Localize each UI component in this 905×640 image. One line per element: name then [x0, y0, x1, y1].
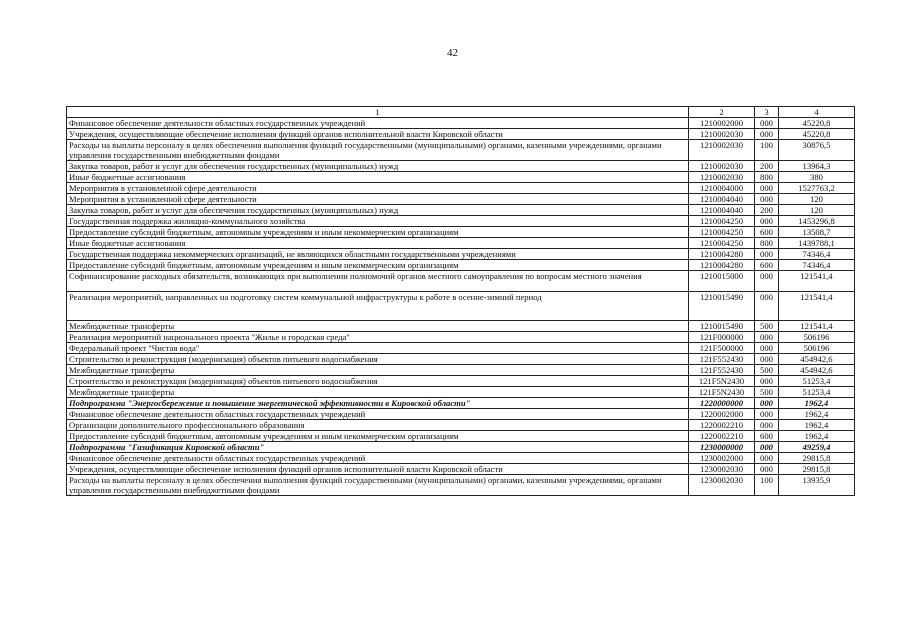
row-type-cell: 000 [755, 398, 779, 409]
row-type-cell: 000 [755, 343, 779, 354]
table-row [67, 431, 855, 442]
row-amount-cell: 506196 [779, 332, 855, 343]
row-type-cell: 000 [755, 332, 779, 343]
row-code-cell: 1210004250 [689, 227, 755, 238]
row-code-cell: 1230002030 [689, 464, 755, 475]
row-name-cell: Учреждения, осуществляющие обеспечение исполнения функций органов исполнительной власти Кировской области [67, 464, 689, 475]
row-amount-cell: 454942,6 [779, 365, 855, 376]
row-name-cell: Закупка товаров, работ и услуг для обеспечения государственных (муниципальных) нужд [67, 161, 689, 172]
row-type-cell: 500 [755, 387, 779, 398]
page-number: 42 [447, 47, 458, 59]
row-amount-cell: 45220,8 [779, 129, 855, 140]
table-header-row [67, 107, 855, 118]
row-amount-cell: 51253,4 [779, 387, 855, 398]
row-amount-cell: 1962,4 [779, 420, 855, 431]
row-name-cell: Иные бюджетные ассигнования [67, 238, 689, 249]
row-type-cell: 000 [755, 216, 779, 227]
table-row [67, 343, 855, 354]
row-code-cell: 1210015000 [689, 271, 755, 292]
row-name-cell: Федеральный проект "Чистая вода" [67, 343, 689, 354]
row-type-cell: 600 [755, 227, 779, 238]
row-amount-cell: 74346,4 [779, 249, 855, 260]
row-amount-cell: 506196 [779, 343, 855, 354]
table-row [67, 129, 855, 140]
table-row [67, 249, 855, 260]
row-name-cell: Государственная поддержка жилищно-коммунального хозяйства [67, 216, 689, 227]
row-name-cell: Подпрограмма "Газификация Кировской области" [67, 442, 689, 453]
table-row [67, 409, 855, 420]
table-row [67, 464, 855, 475]
table-row [67, 420, 855, 431]
row-code-cell: 121F500000 [689, 343, 755, 354]
row-name-cell: Мероприятия в установленной сфере деятельности [67, 194, 689, 205]
row-type-cell: 000 [755, 249, 779, 260]
table-row [67, 172, 855, 183]
row-code-cell: 1210004250 [689, 216, 755, 227]
row-amount-cell: 454942,6 [779, 354, 855, 365]
row-code-cell: 1210004280 [689, 260, 755, 271]
row-amount-cell: 1962,4 [779, 409, 855, 420]
row-code-cell: 1220002210 [689, 431, 755, 442]
row-name-cell: Финансовое обеспечение деятельности областных государственных учреждений [67, 118, 689, 129]
row-code-cell: 1210015490 [689, 292, 755, 321]
row-amount-cell: 13508,7 [779, 227, 855, 238]
table-row [67, 118, 855, 129]
row-name-cell: Закупка товаров, работ и услуг для обеспечения государственных (муниципальных) нужд [67, 205, 689, 216]
row-amount-cell: 121541,4 [779, 271, 855, 292]
row-name-cell: Реализация мероприятий, направленных на подготовку систем коммунальной инфраструктуры к работе в осенне-зимний период [67, 292, 689, 321]
row-code-cell: 1220002210 [689, 420, 755, 431]
row-type-cell: 000 [755, 453, 779, 464]
row-code-cell: 1210002030 [689, 161, 755, 172]
table-row [67, 238, 855, 249]
table-row [67, 194, 855, 205]
table-row [67, 271, 855, 292]
row-code-cell: 1210002000 [689, 118, 755, 129]
row-type-cell: 000 [755, 376, 779, 387]
row-type-cell: 000 [755, 442, 779, 453]
budget-table [66, 106, 855, 496]
row-amount-cell: 1962,4 [779, 398, 855, 409]
table-row [67, 292, 855, 321]
header-col-2: 2 [689, 107, 755, 118]
row-code-cell: 1210002030 [689, 129, 755, 140]
row-name-cell: Финансовое обеспечение деятельности областных государственных учреждений [67, 409, 689, 420]
row-type-cell: 000 [755, 194, 779, 205]
row-type-cell: 800 [755, 238, 779, 249]
row-name-cell: Реализация мероприятий национального проекта "Жилье и городская среда" [67, 332, 689, 343]
subprogram-row [67, 398, 855, 409]
row-amount-cell: 74346,4 [779, 260, 855, 271]
row-type-cell: 000 [755, 118, 779, 129]
row-code-cell: 1210004040 [689, 205, 755, 216]
table-row [67, 354, 855, 365]
row-amount-cell: 380 [779, 172, 855, 183]
row-type-cell: 000 [755, 354, 779, 365]
row-code-cell: 1210004000 [689, 183, 755, 194]
row-code-cell: 1210015490 [689, 321, 755, 332]
row-type-cell: 600 [755, 431, 779, 442]
row-amount-cell: 121541,4 [779, 292, 855, 321]
row-amount-cell: 45220,8 [779, 118, 855, 129]
row-name-cell: Иные бюджетные ассигнования [67, 172, 689, 183]
row-amount-cell: 30876,5 [779, 140, 855, 161]
row-amount-cell: 120 [779, 205, 855, 216]
row-code-cell: 1210004280 [689, 249, 755, 260]
table-row [67, 453, 855, 464]
row-amount-cell: 121541,4 [779, 321, 855, 332]
header-col-1: 1 [67, 107, 689, 118]
row-type-cell: 000 [755, 464, 779, 475]
row-name-cell: Межбюджетные трансферты [67, 321, 689, 332]
row-name-cell: Строительство и реконструкция (модернизация) объектов питьевого водоснабжения [67, 354, 689, 365]
row-name-cell: Межбюджетные трансферты [67, 365, 689, 376]
row-name-cell: Государственная поддержка некоммерческих организаций, не являющихся областными государственными учреждениями [67, 249, 689, 260]
table-row [67, 227, 855, 238]
row-name-cell: Предоставление субсидий бюджетным, автономным учреждениям и иным некоммерческим организациям [67, 431, 689, 442]
table-row [67, 365, 855, 376]
row-type-cell: 600 [755, 260, 779, 271]
row-amount-cell: 51253,4 [779, 376, 855, 387]
row-amount-cell: 29815,8 [779, 464, 855, 475]
header-col-4: 4 [779, 107, 855, 118]
table-row [67, 376, 855, 387]
row-amount-cell: 1453296,8 [779, 216, 855, 227]
row-name-cell: Межбюджетные трансферты [67, 387, 689, 398]
table-row [67, 387, 855, 398]
row-name-cell: Расходы на выплаты персоналу в целях обеспечения выполнения функций государственными (муниципальными) органами, казенными учреждениями, органами управления государственными внебюджетными фондами [67, 475, 689, 496]
row-type-cell: 200 [755, 205, 779, 216]
row-amount-cell: 1527763,2 [779, 183, 855, 194]
row-amount-cell: 13935,9 [779, 475, 855, 496]
row-type-cell: 800 [755, 172, 779, 183]
row-amount-cell: 13964,3 [779, 161, 855, 172]
row-type-cell: 200 [755, 161, 779, 172]
row-name-cell: Мероприятия в установленной сфере деятельности [67, 183, 689, 194]
row-code-cell: 121F000000 [689, 332, 755, 343]
row-code-cell: 1210002030 [689, 172, 755, 183]
row-code-cell: 1210004250 [689, 238, 755, 249]
row-name-cell: Предоставление субсидий бюджетным, автономным учреждениям и иным некоммерческим организациям [67, 260, 689, 271]
row-code-cell: 1220002000 [689, 409, 755, 420]
row-code-cell: 121F552430 [689, 354, 755, 365]
row-code-cell: 1210004040 [689, 194, 755, 205]
row-type-cell: 000 [755, 183, 779, 194]
row-code-cell: 1210002030 [689, 140, 755, 161]
row-amount-cell: 29815,8 [779, 453, 855, 464]
row-type-cell: 000 [755, 292, 779, 321]
table-row [67, 332, 855, 343]
row-amount-cell: 120 [779, 194, 855, 205]
table-row [67, 216, 855, 227]
row-name-cell: Организации дополнительного профессионального образования [67, 420, 689, 431]
table-row [67, 475, 855, 496]
row-name-cell: Предоставление субсидий бюджетным, автономным учреждениям и иным некоммерческим организациям [67, 227, 689, 238]
row-code-cell: 121F5N2430 [689, 376, 755, 387]
table-row [67, 260, 855, 271]
row-type-cell: 000 [755, 420, 779, 431]
row-name-cell: Финансовое обеспечение деятельности областных государственных учреждений [67, 453, 689, 464]
row-type-cell: 100 [755, 140, 779, 161]
row-type-cell: 000 [755, 129, 779, 140]
table-row [67, 205, 855, 216]
row-type-cell: 500 [755, 365, 779, 376]
row-name-cell: Софинансирование расходных обязательств, возникающих при выполнении полномочий органов местного самоуправления по вопросам местного значения [67, 271, 689, 292]
row-code-cell: 1230000000 [689, 442, 755, 453]
row-name-cell: Расходы на выплаты персоналу в целях обеспечения выполнения функций государственными (муниципальными) органами, казенными учреждениями, органами управления государственными внебюджетными фондами [67, 140, 689, 161]
row-amount-cell: 1439788,1 [779, 238, 855, 249]
row-code-cell: 1230002030 [689, 475, 755, 496]
row-type-cell: 000 [755, 271, 779, 292]
table-row [67, 140, 855, 161]
subprogram-row [67, 442, 855, 453]
row-type-cell: 500 [755, 321, 779, 332]
row-amount-cell: 49259,4 [779, 442, 855, 453]
row-type-cell: 000 [755, 409, 779, 420]
row-type-cell: 100 [755, 475, 779, 496]
table-row [67, 161, 855, 172]
table-row [67, 183, 855, 194]
row-amount-cell: 1962,4 [779, 431, 855, 442]
table-row [67, 321, 855, 332]
row-code-cell: 121F552430 [689, 365, 755, 376]
row-code-cell: 1230002000 [689, 453, 755, 464]
header-col-3: 3 [755, 107, 779, 118]
row-code-cell: 121F5N2430 [689, 387, 755, 398]
row-name-cell: Учреждения, осуществляющие обеспечение исполнения функций органов исполнительной власти Кировской области [67, 129, 689, 140]
budget-table-body [67, 107, 855, 496]
row-code-cell: 1220000000 [689, 398, 755, 409]
row-name-cell: Строительство и реконструкция (модернизация) объектов питьевого водоснабжения [67, 376, 689, 387]
row-name-cell: Подпрограмма "Энергосбережение и повышение энергетической эффективности в Кировской области" [67, 398, 689, 409]
